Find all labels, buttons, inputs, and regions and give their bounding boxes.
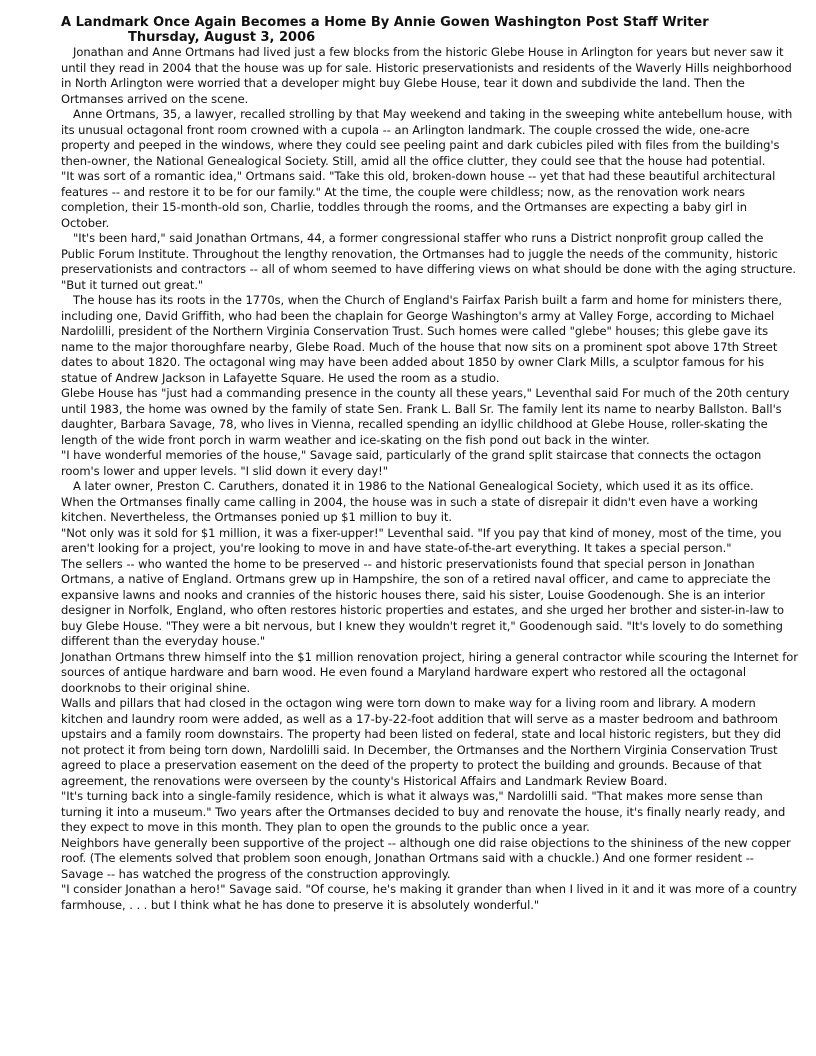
article-paragraph: Jonathan Ortmans threw himself into the $1 million renovation project, hiring a general contractor while scouring the Internet for sources of antique hardware and barn wood. He even found a Maryland hardware expert who restored all the octagonal doorknobs to their original shine.: [61, 649, 798, 695]
article-paragraph: When the Ortmanses finally came calling in 2004, the house was in such a state of disrepair it didn't even have a working kitchen. Nevertheless, the Ortmanses ponied up $1 million to buy it.: [61, 494, 759, 524]
article-paragraph: The house has its roots in the 1770s, when the Church of England's Fairfax Parish built a farm and home for ministers there, including one, David Griffith, who had been the chaplain for George Washington's army at Valley Forge, according to Michael Nardolilli, president of the Northern Virginia Conservation Trust. Such homes were called "glebe" houses; this glebe gave its name to the major thoroughfare nearby, Glebe Road. Much of the house that now sits on a prominent spot above 17th Street dates to about 1820. The octagonal wing may have been added about 1850 by owner Clark Mills, a sculptor famous for his statue of Andrew Jackson in Lafayette Square. He used the room as a studio.: [61, 293, 782, 385]
article-paragraph: The sellers -- who wanted the home to be preserved -- and historic preservationists found that special person in Jonathan Ortmans, a native of England. Ortmans grew up in Hampshire, the son of a retired naval officer, and came to appreciate the expansive lawns and nooks and crannies of the historic houses there, said his sister, Louise Goodenough. She is an interior designer in Norfolk, England, who often restores historic properties and estates, and she urged her brother and sister-in-law to buy Glebe House. "They were a bit nervous, but I knew they wouldn't regret it," Goodenough said. "It's lovely to do something different than the everyday house.": [61, 556, 785, 648]
dateline: Thursday, August 3, 2006: [128, 30, 316, 45]
headline: A Landmark Once Again Becomes a Home By Annie Gowen Washington Post Staff Writer: [61, 15, 709, 30]
article-paragraph: "It was sort of a romantic idea," Ortmans said. "Take this old, broken-down house -- yet that had these beautiful architectural features -- and restore it to be for our family." At the time, the couple were childless; now, as the renovation work nears completion, their 15-month-old son, Charlie, toddles through the rooms, and the Ortmanses are expecting a baby girl in October.: [61, 169, 776, 230]
article-paragraph: "I consider Jonathan a hero!" Savage said. "Of course, he's making it grander than when I lived in it and it was more of a country farmhouse, . . . but I think what he has done to preserve it is absolutely wonderful.": [61, 882, 797, 912]
article-paragraph: "It's been hard," said Jonathan Ortmans, 44, a former congressional staffer who runs a District nonprofit group called the Public Forum Institute. Throughout the lengthy renovation, the Ortmanses had to juggle the needs of the community, historic preservationists and contractors -- all of whom seemed to have differing views on what should be done with the aging structure. "But it turned out great.": [61, 231, 797, 292]
article-paragraph: Walls and pillars that had closed in the octagon wing were torn down to make way for a living room and library. A modern kitchen and laundry room were added, as well as a 17-by-22-foot addition that will serve as a master bedroom and bathroom upstairs and a family room downstairs. The property had been listed on federal, state and local historic registers, but they did not protect it from being torn down, Nardolilli said. In December, the Ortmanses and the Northern Virginia Conservation Trust agreed to place a preservation easement on the deed of the property to protect the building and grounds. Because of that agreement, the renovations were overseen by the county's Historical Affairs and Landmark Review Board.: [61, 696, 781, 788]
article-paragraph: "I have wonderful memories of the house," Savage said, particularly of the grand split staircase that connects the octagon room's lower and upper levels. "I slid down it every day!": [61, 448, 762, 478]
article-paragraph: "Not only was it sold for $1 million, it was a fixer-upper!" Leventhal said. "If you pay that kind of money, most of the time, you aren't looking for a project, you're looking to move in and have state-of-the-art everything. It takes a special person.": [61, 525, 782, 555]
article-paragraph: Jonathan and Anne Ortmans had lived just a few blocks from the historic Glebe House in Arlington for years but never saw it until they read in 2004 that the house was up for sale. Historic preservationists and residents of the Waverly Hills neighborhood in North Arlington were worried that a developer might buy Glebe House, tear it down and subdivide the land. Then the Ortmanses arrived on the scene.: [61, 45, 792, 106]
article-paragraph: Neighbors have generally been supportive of the project -- although one did raise objections to the shininess of the new copper roof. (The elements solved that problem soon enough, Jonathan Ortmans said with a chuckle.) And one former resident -- Savage -- has watched the progress of the construction approvingly.: [61, 835, 791, 881]
article-body: [61, 45, 798, 913]
article-paragraph: "It's turning back into a single-family residence, which is what it always was," Nardolilli said. "That makes more sense than turning it into a museum." Two years after the Ortmanses decided to buy and renovate the house, it's finally nearly ready, and they expect to move in this month. They plan to open the grounds to the public once a year.: [61, 789, 786, 834]
article-paragraph: Anne Ortmans, 35, a lawyer, recalled strolling by that May weekend and taking in the sweeping white antebellum house, with its unusual octagonal front room crowned with a cupola -- an Arlington landmark. The couple crossed the wide, one-acre property and peeped in the windows, where they could see peeling paint and dark cubicles piled with files from the building's then-owner, the National Genealogical Society. Still, amid all the office clutter, they could see that the house had potential.: [61, 107, 793, 168]
article-paragraph: A later owner, Preston C. Caruthers, donated it in 1986 to the National Genealogical Society, which used it as its office.: [73, 479, 754, 493]
article-paragraph: Glebe House has "just had a commanding presence in the county all these years," Leventhal said For much of the 20th century until 1983, the home was owned by the family of state Sen. Frank L. Ball Sr. The family lent its name to nearby Ballston. Ball's daughter, Barbara Savage, 78, who lives in Vienna, recalled spending an idyllic childhood at Glebe House, roller-skating the length of the wide front porch in warm weather and ice-skating on the fish pond out back in the winter.: [61, 386, 790, 447]
